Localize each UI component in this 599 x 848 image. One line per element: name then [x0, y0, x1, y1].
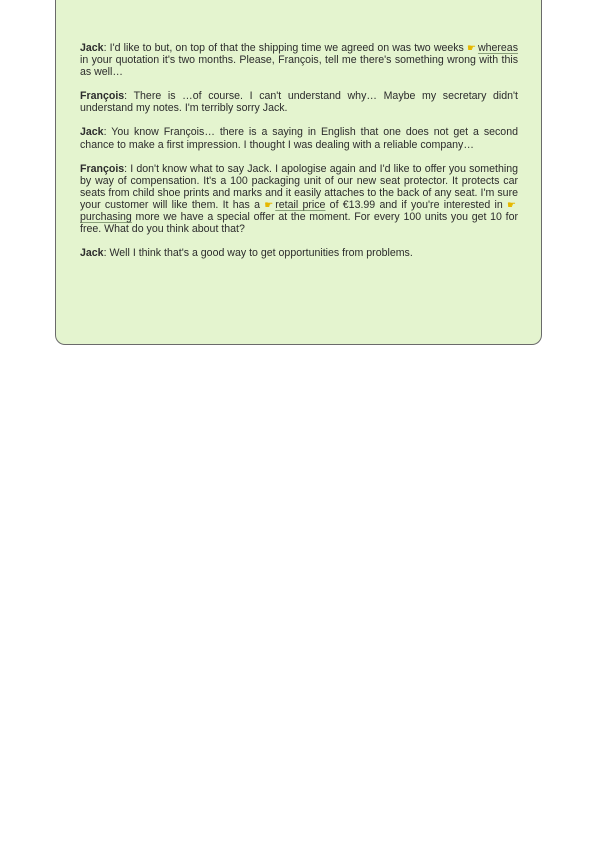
dialogue-text: You know François… there is a saying in English that one does not get a second chance to make a first impression. I thought I was dealing with a reliable company… [80, 126, 518, 151]
glossary-link-whereas[interactable]: whereas [477, 42, 518, 54]
dialogue-text: of €13.99 and if you're interested in [325, 198, 508, 211]
dialogue-line: François: There is …of course. I can't understand why… Maybe my secretary didn't understand my notes. I'm terribly sorry Jack. [80, 90, 519, 115]
hand-pointer-icon: ☛ [466, 43, 476, 54]
dialogue-text: There is …of course. I can't understand why… Maybe my secretary didn't understand my notes. I'm terribly sorry Jack. [80, 90, 519, 115]
hand-pointer-icon: ☛ [507, 199, 517, 211]
dialogue-text: I don't know what to say Jack. I apologise again and I'd like to offer you something by way of compensation. It's a 100 packaging unit of our new seat protector. It protects car seats from child shoe prints and marks and it easily attaches to the back of any seat. I'm sure your customer will like them. It has a [80, 162, 518, 211]
speaker-name: Jack [80, 247, 104, 260]
dialogue-line: Jack: I'd like to but, on top of that the shipping time we agreed on was two weeks ☛ whereas in your quotation it's two months. Please, François, tell me there's something wrong with this as well… [80, 42, 518, 79]
glossary-link-retail-price[interactable]: retail price [275, 198, 326, 211]
dialogue-text: I'd like to but, on top of that the shipping time we agreed on was two weeks [109, 42, 467, 54]
hand-pointer-icon: ☛ [264, 199, 274, 211]
speaker-name: François [80, 162, 125, 175]
dialogue-box [55, 0, 542, 345]
speaker-name: Jack [80, 126, 104, 139]
speaker-name: Jack [80, 42, 104, 54]
glossary-link-purchasing[interactable]: purchasing [80, 211, 132, 224]
dialogue-line: Jack: Well I think that's a good way to get opportunities from problems. [80, 247, 413, 260]
dialogue-line: François: I don't know what to say Jack. I apologise again and I'd like to offer you something by way of compensation. It's a 100 packaging unit of our new seat protector. It protects car seats from child shoe prints and marks and it easily attaches to the back of any seat. I'm sure your customer will like them. It has a ☛ retail price of €13.99 and if you're interested in ☛purchasing more we have a special offer at the moment. For every 100 units you get 10 for free. What do you think about that? [80, 162, 518, 236]
speaker-name: François [80, 90, 125, 103]
dialogue-line: Jack: You know François… there is a saying in English that one does not get a second chance to make a first impression. I thought I was dealing with a reliable company… [80, 126, 518, 151]
dialogue-text: Well I think that's a good way to get opportunities from problems. [109, 247, 413, 260]
dialogue-text: in your quotation it's two months. Please, François, tell me there's something wrong with this as well… [80, 54, 518, 79]
dialogue-text: more we have a special offer at the moment. For every 100 units you get 10 for free. What do you think about that? [80, 211, 518, 236]
